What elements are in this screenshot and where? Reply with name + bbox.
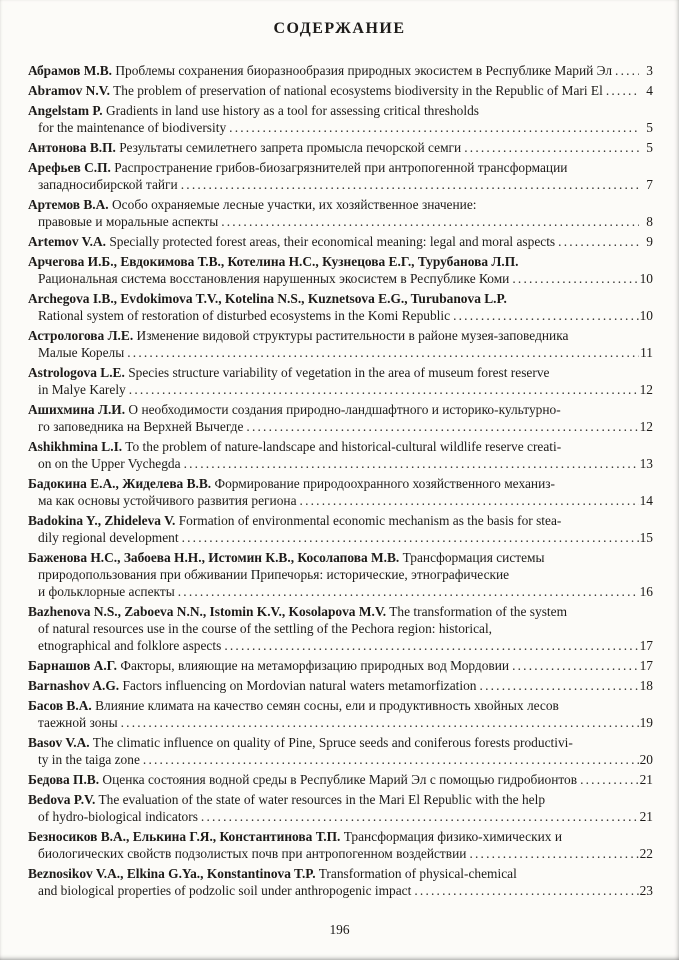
- entry-authors: Badokina Y., Zhideleva V.: [28, 513, 176, 528]
- entry-page-number: 10: [639, 271, 653, 286]
- entry-text: for the maintenance of biodiversity: [38, 120, 227, 135]
- entry-page-number: 16: [639, 584, 653, 599]
- entry-page-number: 20: [639, 752, 653, 767]
- toc-entry-line: [28, 714, 653, 731]
- toc-entry-line: [28, 828, 653, 845]
- entry-text: [28, 291, 507, 306]
- toc-entry-line: [28, 620, 653, 637]
- entry-page-number: 22: [639, 846, 653, 861]
- entry-text: Арефьев С.П. Распространение грибов-биозагрязнителей при антропогенной трансформации: [28, 160, 568, 175]
- entry-authors: Angelstam P.: [28, 103, 103, 118]
- entry-page-number: 10: [639, 308, 653, 323]
- entry-text: природопользования при обживании Припечорья: исторические, этнографические: [38, 567, 510, 582]
- table-of-contents: [28, 62, 653, 902]
- entry-page-number: 4: [646, 83, 653, 98]
- entry-page-number: 9: [646, 234, 653, 249]
- leader-dots-icon: [126, 381, 639, 398]
- toc-entry: [28, 657, 653, 674]
- toc-entry-line: [28, 119, 653, 136]
- leader-dots-icon: [612, 62, 639, 79]
- entry-text: Artemov V.A. Specially protected forest areas, their economical meaning: legal and moral aspects: [28, 234, 556, 249]
- toc-entry: [28, 475, 653, 509]
- toc-entry-line: [28, 270, 653, 287]
- entry-text: и фольклорные аспекты: [38, 584, 175, 599]
- entry-page-number: 12: [639, 382, 653, 397]
- toc-entry: [28, 327, 653, 361]
- entry-text: Bedova P.V. The evaluation of the state of water resources in the Mari El Republic with the help: [28, 792, 546, 807]
- entry-page-number: 21: [639, 809, 653, 824]
- entry-page-number: 15: [639, 530, 653, 545]
- toc-entry-line: [28, 603, 653, 620]
- entry-page-number: 12: [639, 419, 653, 434]
- entry-text: Басов В.А. Влияние климата на качество семян сосны, ели и продуктивность хвойных лесов: [28, 698, 559, 713]
- entry-authors: Абрамов М.В.: [28, 63, 112, 78]
- toc-entry: [28, 290, 653, 324]
- toc-entry-line: [28, 176, 653, 193]
- toc-entry-line: [28, 492, 653, 509]
- toc-entry: [28, 401, 653, 435]
- entry-text: Бадокина Е.А., Жиделева В.В. Формирование природоохранного хозяйственного механиз-: [28, 476, 555, 491]
- entry-page-number: 8: [646, 214, 653, 229]
- toc-entry: [28, 791, 653, 825]
- toc-entry: [28, 603, 653, 654]
- entry-text: Баженова Н.С., Забоева Н.Н., Истомин К.В., Косолапова М.В. Трансформация системы: [28, 550, 545, 565]
- leader-dots-icon: [198, 808, 639, 825]
- toc-entry-line: [28, 381, 653, 398]
- leader-dots-icon: [178, 176, 639, 193]
- entry-text: of natural resources use in the course of the settling of the Pechora region: historical,: [38, 621, 493, 636]
- entry-text: Abramov N.V. The problem of preservation of national ecosystems biodiversity in the Republic of Mari El: [28, 83, 603, 98]
- entry-text: Barnashov A.G. Factors influencing on Mordovian natural waters metamorfization: [28, 678, 477, 693]
- entry-text: Bazhenova N.S., Zaboeva N.N., Istomin K.V., Kosolapova M.V. The transformation of the system: [28, 604, 567, 619]
- toc-entry-line: [28, 771, 653, 788]
- toc-entry: [28, 512, 653, 546]
- toc-entry-line: [28, 677, 653, 694]
- entry-authors: Archegova I.B., Evdokimova T.V., Kotelina N.S., Kuznetsova E.G., Turubanova L.P.: [28, 291, 507, 306]
- toc-entry-line: [28, 307, 653, 324]
- toc-entry-line: [28, 475, 653, 492]
- toc-entry: [28, 549, 653, 600]
- entry-authors: Barnashov A.G.: [28, 678, 120, 693]
- entry-text: Beznosikov V.A., Elkina G.Ya., Konstantinova T.P. Transformation of physical-chemical: [28, 866, 517, 881]
- entry-text: ty in the taiga zone: [38, 752, 140, 767]
- entry-authors: Астрологова Л.Е.: [28, 328, 134, 343]
- toc-entry-line: [28, 196, 653, 213]
- entry-text: западносибирской тайги: [38, 177, 178, 192]
- toc-entry-line: [28, 213, 653, 230]
- entry-page-number: 21: [639, 772, 653, 787]
- entry-text: on on the Upper Vychegda: [38, 456, 181, 471]
- entry-authors: Антонова В.П.: [28, 140, 116, 155]
- entry-authors: Безносиков В.А., Елькина Г.Я., Константинова Т.П.: [28, 829, 341, 844]
- toc-entry-line: [28, 549, 653, 566]
- toc-entry-line: [28, 438, 653, 455]
- entry-page-number: 3: [646, 63, 653, 78]
- toc-entry-line: [28, 344, 653, 361]
- entry-page-number: 19: [639, 715, 653, 730]
- toc-entry-line: [28, 290, 653, 307]
- entry-text: таежной зоны: [38, 715, 118, 730]
- toc-entry-line: [28, 529, 653, 546]
- toc-entry-line: [28, 418, 653, 435]
- leader-dots-icon: [181, 455, 639, 472]
- leader-dots-icon: [461, 139, 639, 156]
- entry-text: Angelstam P. Gradients in land use history as a tool for assessing critical thresholds: [28, 103, 480, 118]
- leader-dots-icon: [603, 82, 639, 99]
- toc-entry: [28, 253, 653, 287]
- entry-page-number: 5: [646, 120, 653, 135]
- toc-entry-line: [28, 808, 653, 825]
- toc-entry: [28, 364, 653, 398]
- entry-authors: Abramov N.V.: [28, 83, 110, 98]
- toc-entry-line: [28, 139, 653, 156]
- leader-dots-icon: [450, 307, 639, 324]
- entry-text: Basov V.A. The climatic influence on quality of Pine, Spruce seeds and coniferous forests productivi-: [28, 735, 573, 750]
- toc-entry-line: [28, 697, 653, 714]
- entry-authors: Ашихмина Л.И.: [28, 402, 126, 417]
- entry-page-number: 7: [646, 177, 653, 192]
- toc-entry: [28, 828, 653, 862]
- entry-page-number: 17: [639, 638, 653, 653]
- toc-entry-line: [28, 657, 653, 674]
- leader-dots-icon: [226, 119, 639, 136]
- entry-page-number: 13: [639, 456, 653, 471]
- toc-entry: [28, 102, 653, 136]
- toc-entry: [28, 677, 653, 694]
- leader-dots-icon: [175, 583, 639, 600]
- entry-text: го заповедника на Верхней Вычегде: [38, 419, 244, 434]
- entry-page-number: 5: [646, 140, 653, 155]
- entry-authors: Артемов В.А.: [28, 197, 109, 212]
- entry-text: Рациональная система восстановления нарушенных экосистем в Республике Коми: [38, 271, 510, 286]
- toc-entry: [28, 771, 653, 788]
- entry-text: Ашихмина Л.И. О необходимости создания природно-ландшафтного и историко-культурно-: [28, 402, 561, 417]
- toc-entry-line: [28, 364, 653, 381]
- leader-dots-icon: [509, 270, 639, 287]
- toc-entry: [28, 159, 653, 193]
- entry-authors: Basov V.A.: [28, 735, 90, 750]
- toc-entry: [28, 734, 653, 768]
- toc-entry-line: [28, 253, 653, 270]
- toc-entry: [28, 196, 653, 230]
- entry-text: Малые Корелы: [38, 345, 125, 360]
- entry-text: Барнашов А.Г. Факторы, влияющие на метаморфизацию природных вод Мордовии: [28, 658, 510, 673]
- entry-text: Артемов В.А. Особо охраняемые лесные участки, их хозяйственное значение:: [28, 197, 477, 212]
- entry-authors: Astrologova L.E.: [28, 365, 125, 380]
- toc-entry-line: [28, 882, 653, 899]
- leader-dots-icon: [218, 213, 639, 230]
- leader-dots-icon: [555, 233, 639, 250]
- entry-authors: Бадокина Е.А., Жиделева В.В.: [28, 476, 212, 491]
- entry-page-number: 23: [639, 883, 653, 898]
- toc-entry-line: [28, 159, 653, 176]
- entry-page-number: 18: [639, 678, 653, 693]
- leader-dots-icon: [297, 492, 639, 509]
- toc-entry-line: [28, 455, 653, 472]
- entry-authors: Ashikhmina L.I.: [28, 439, 123, 454]
- entry-authors: Баженова Н.С., Забоева Н.Н., Истомин К.В., Косолапова М.В.: [28, 550, 400, 565]
- toc-entry: [28, 233, 653, 250]
- leader-dots-icon: [509, 657, 639, 674]
- toc-entry-line: [28, 102, 653, 119]
- entry-text: правовые и моральные аспекты: [38, 214, 219, 229]
- entry-authors: Artemov V.A.: [28, 234, 106, 249]
- leader-dots-icon: [243, 418, 639, 435]
- leader-dots-icon: [577, 771, 639, 788]
- contents-title: СОДЕРЖАНИЕ: [273, 20, 406, 37]
- leader-dots-icon: [118, 714, 639, 731]
- entry-text: etnographical and folklore aspects: [38, 638, 222, 653]
- entry-text: dily regional development: [38, 530, 179, 545]
- entry-authors: Bazhenova N.S., Zaboeva N.N., Istomin K.V., Kosolapova M.V.: [28, 604, 387, 619]
- entry-text: Ashikhmina L.I. To the problem of nature-landscape and historical-cultural wildlife reserve creati-: [28, 439, 562, 454]
- entry-authors: Арефьев С.П.: [28, 160, 111, 175]
- entry-authors: Барнашов А.Г.: [28, 658, 118, 673]
- folio-page-number: 196: [329, 922, 350, 937]
- leader-dots-icon: [477, 677, 639, 694]
- leader-dots-icon: [221, 637, 639, 654]
- entry-page-number: 17: [639, 658, 653, 673]
- toc-entry: [28, 139, 653, 156]
- entry-authors: Beznosikov V.A., Elkina G.Ya., Konstantinova T.P.: [28, 866, 316, 881]
- toc-entry: [28, 82, 653, 99]
- toc-entry-line: [28, 845, 653, 862]
- entry-page-number: 11: [640, 345, 653, 360]
- entry-page-number: 14: [639, 493, 653, 508]
- entry-text: Astrologova L.E. Species structure variability of vegetation in the area of museum forest reserve: [28, 365, 550, 380]
- toc-entry: [28, 865, 653, 899]
- entry-text: биологических свойств подзолистых почв при антропогенном воздействии: [38, 846, 467, 861]
- entry-text: [28, 254, 518, 269]
- entry-authors: Басов В.А.: [28, 698, 92, 713]
- entry-text: Badokina Y., Zhideleva V. Formation of environmental economic mechanism as the basis for stea-: [28, 513, 562, 528]
- entry-text: Антонова В.П. Результаты семилетнего запрета промысла печорской семги: [28, 140, 462, 155]
- entry-authors: Арчегова И.Б., Евдокимова Т.В., Котелина Н.С., Кузнецова Е.Г., Турубанова Л.П.: [28, 254, 519, 269]
- toc-entry-line: [28, 865, 653, 882]
- entry-text: Rational system of restoration of disturbed ecosystems in the Komi Republic: [38, 308, 451, 323]
- toc-entry-line: [28, 62, 653, 79]
- toc-entry-line: [28, 583, 653, 600]
- leader-dots-icon: [124, 344, 639, 361]
- toc-entry: [28, 697, 653, 731]
- entry-text: Бедова П.В. Оценка состояния водной среды в Республике Марий Эл с помощью гидробионтов: [28, 772, 578, 787]
- entry-text: in Malye Karely: [38, 382, 126, 397]
- toc-entry: [28, 438, 653, 472]
- entry-text: Безносиков В.А., Елькина Г.Я., Константинова Т.П. Трансформация физико-химических и: [28, 829, 562, 844]
- toc-entry-line: [28, 734, 653, 751]
- entry-text: Астрологова Л.Е. Изменение видовой структуры растительности в районе музея-заповедника: [28, 328, 569, 343]
- toc-entry-line: [28, 751, 653, 768]
- entry-authors: Bedova P.V.: [28, 792, 96, 807]
- toc-entry: [28, 62, 653, 79]
- leader-dots-icon: [179, 529, 639, 546]
- toc-entry-line: [28, 327, 653, 344]
- toc-entry-line: [28, 401, 653, 418]
- toc-entry-line: [28, 566, 653, 583]
- toc-entry-line: [28, 512, 653, 529]
- entry-text: of hydro-biological indicators: [38, 809, 198, 824]
- leader-dots-icon: [466, 845, 639, 862]
- toc-entry-line: [28, 637, 653, 654]
- toc-entry-line: [28, 791, 653, 808]
- toc-entry-line: [28, 233, 653, 250]
- entry-authors: Бедова П.В.: [28, 772, 100, 787]
- entry-text: and biological properties of podzolic soil under anthropogenic impact: [38, 883, 412, 898]
- leader-dots-icon: [140, 751, 639, 768]
- entry-text: ма как основы устойчивого развития региона: [38, 493, 297, 508]
- entry-text: Абрамов М.В. Проблемы сохранения биоразнообразия природных экосистем в Республике Марий Эл: [28, 63, 613, 78]
- toc-entry-line: [28, 82, 653, 99]
- leader-dots-icon: [411, 882, 639, 899]
